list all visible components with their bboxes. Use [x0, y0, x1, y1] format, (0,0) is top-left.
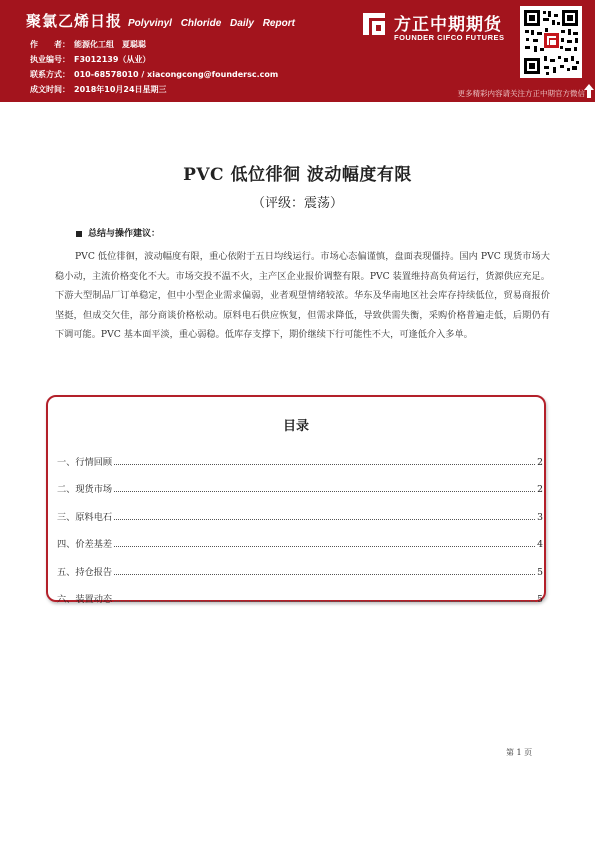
- toc-item-plant-status[interactable]: 六、装置动态 5: [57, 594, 543, 605]
- toc-item-market-review[interactable]: 一、行情回顾 2: [57, 456, 543, 468]
- founder-logo-icon: [360, 10, 388, 38]
- meta-date: 成文时间： 2018年10月24日星期三: [30, 85, 167, 94]
- toc-leader-dots: [114, 490, 535, 492]
- summary-heading: 总结与操作建议：: [76, 226, 160, 239]
- report-header: [0, 0, 595, 102]
- toc-item-position-report[interactable]: 五、持仓报告 5: [57, 566, 543, 578]
- report-title: [26, 10, 295, 31]
- arrow-up-icon: [584, 84, 594, 98]
- toc-title: 目录: [282, 419, 309, 434]
- meta-license: 执业编号： F3012139（从业）: [30, 55, 151, 64]
- toc-item-spread-basis[interactable]: 四、价差基差 4: [57, 539, 543, 550]
- qr-code-icon: [520, 6, 582, 78]
- brand-name-en: FOUNDER CIFCO FUTURES: [394, 33, 505, 42]
- summary-paragraph: PVC 低位徘徊，波动幅度有限，重心依附于五日均线运行。市场心态偏谨慎，盘面表现僵持。国内 PVC 现货市场大稳小动，主流价格变化不大。市场交投不温不火，主产区企业报价调整有限。PVC 装置维持高负荷运行，货源供应充足。下游大型制品厂订单稳定，但中小型企业需求偏弱，业者观望情绪较浓。华东及华南地区社会库存持续低位，贸易商报价坚挺，但成交欠佳，部分商谈价格松动。原料电石供应恢复，但需求降低，导致供需失衡，采购价格普遍走低，后期仍有下调可能。PVC 基本面平淡，重心弱稳。低库存支撑下，期价继续下行可能性不大，可逢低介入多单。: [55, 251, 550, 340]
- toc-leader-dots: [114, 518, 535, 520]
- brand-logo-block: [360, 8, 518, 46]
- toc-leader-dots: [114, 600, 535, 602]
- toc-leader-dots: [114, 463, 535, 465]
- report-title-en: Polyvinyl Chloride Daily Report: [128, 18, 295, 29]
- toc-item-calcium-carbide[interactable]: 三、原料电石 3: [57, 511, 543, 523]
- brand-name-cn: 方正中期期货: [394, 15, 502, 35]
- document-rating: （评级：震荡）: [251, 196, 343, 211]
- table-of-contents: [46, 395, 546, 605]
- toc-leader-dots: [114, 573, 535, 575]
- report-title-cn: 聚氯乙烯日报: [26, 12, 123, 30]
- toc-item-spot-market[interactable]: 二、现货市场 2: [57, 484, 543, 495]
- wechat-qr-code[interactable]: [520, 6, 582, 78]
- document-title: PVC 低位徘徊 波动幅度有限: [183, 165, 412, 185]
- page-number: 第 1 页: [506, 748, 533, 757]
- bullet-icon: [76, 231, 82, 237]
- meta-author: 作 者： 能源化工组 夏聪聪: [30, 40, 146, 49]
- author-meta: [30, 37, 278, 97]
- meta-contact: 联系方式： 010-68578010 / xiacongcong@foundersc.com: [30, 70, 279, 79]
- toc-leader-dots: [114, 545, 535, 547]
- follow-wechat-text: 更多精彩内容请关注方正中期官方微信: [457, 89, 585, 98]
- toc-list: [57, 440, 543, 605]
